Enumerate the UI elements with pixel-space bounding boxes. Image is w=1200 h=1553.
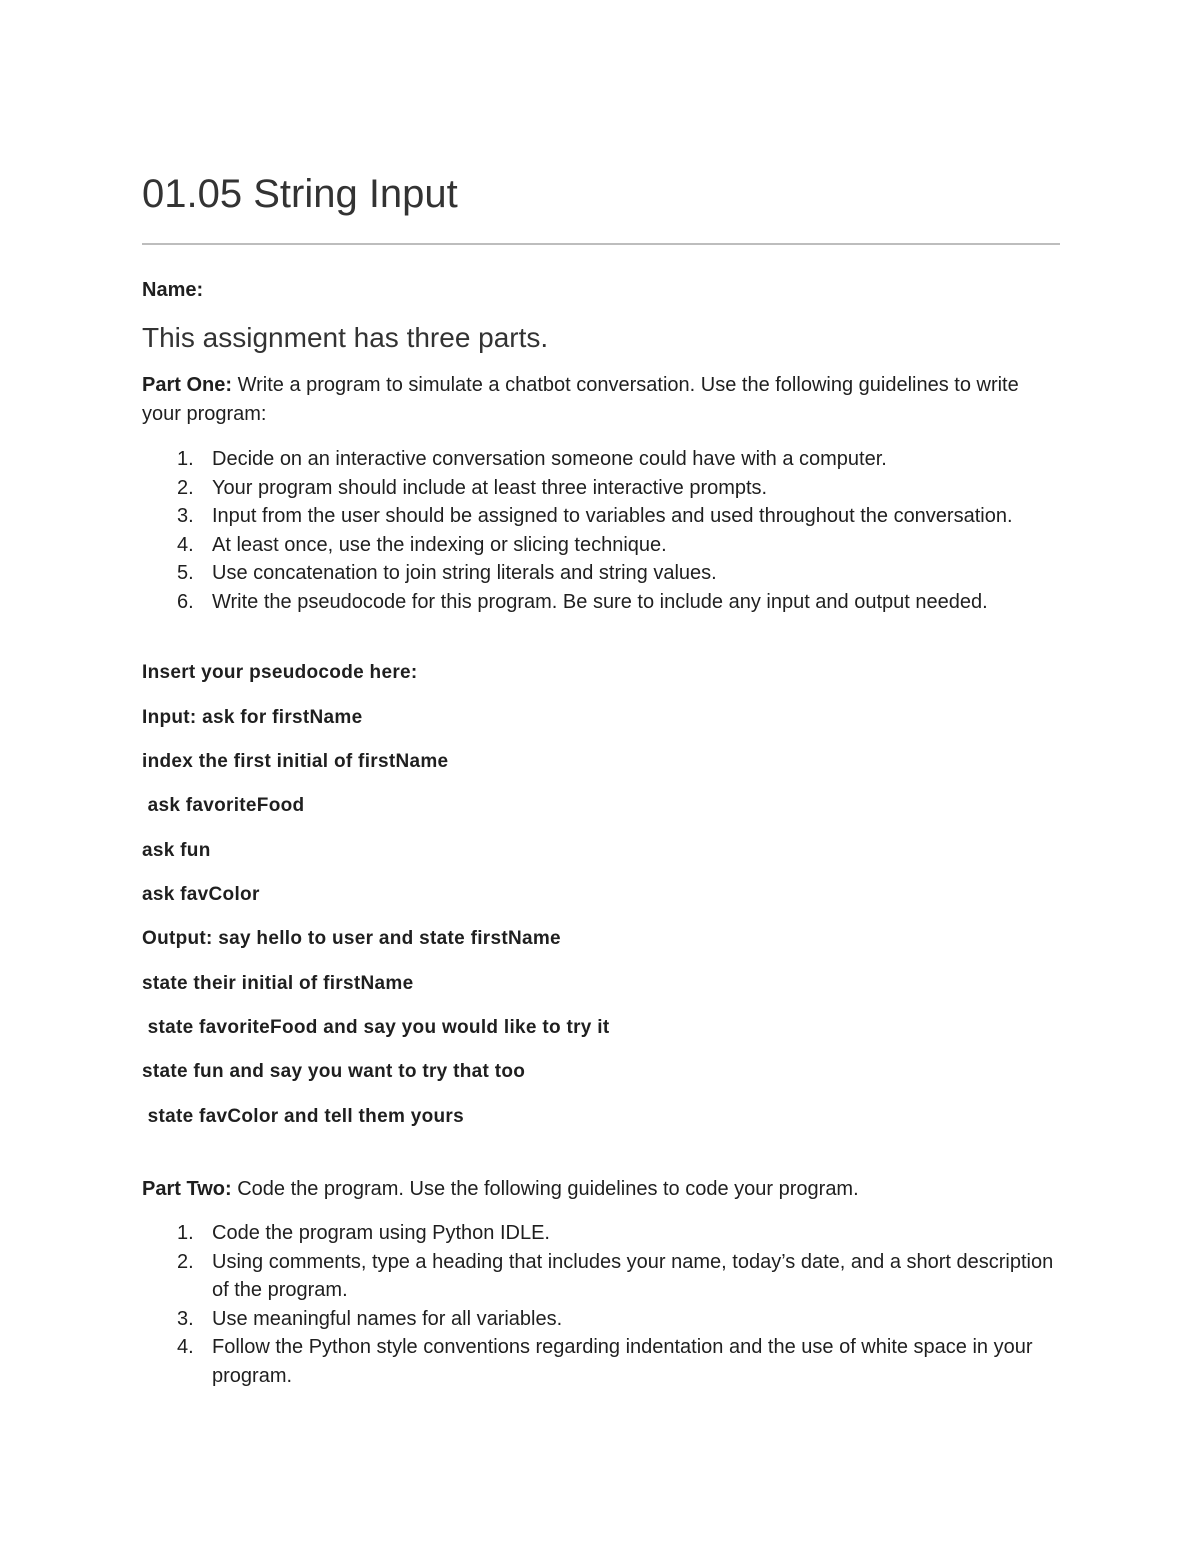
pseudocode-line: state their initial of firstName	[142, 973, 414, 994]
part-two-list	[142, 1219, 1060, 1390]
list-item-number: 1.	[177, 448, 194, 470]
part-two-text: Code the program. Use the following guidelines to code your program.	[231, 1178, 859, 1200]
list-item-number: 3.	[177, 505, 194, 527]
list-item	[142, 1219, 1060, 1248]
list-item-text: Decide on an interactive conversation someone could have with a computer.	[212, 448, 887, 470]
list-item-number: 2.	[177, 1250, 194, 1273]
list-item-number: 3.	[177, 1307, 194, 1330]
list-item-number: 4.	[177, 1336, 194, 1358]
list-item	[142, 474, 1060, 503]
list-item	[142, 445, 1060, 474]
name-label: Name:	[142, 279, 204, 301]
part-one-label: Part One:	[142, 374, 233, 396]
document-title: 01.05 String Input	[142, 172, 458, 216]
list-item-text: At least once, use the indexing or slicing technique.	[212, 533, 667, 556]
list-item-text: Using comments, type a heading that includes your name, today’s date, and a short description of the program.	[212, 1250, 1054, 1301]
list-item-number: 2.	[177, 476, 194, 499]
list-item	[142, 559, 1060, 588]
pseudocode-line: state favoriteFood and say you would like to try it	[142, 1017, 610, 1038]
list-item-text: Follow the Python style conventions regarding indentation and the use of white space in your program.	[212, 1336, 1033, 1387]
pseudocode-heading: Insert your pseudocode here:	[142, 662, 418, 683]
pseudocode-line: state fun and say you want to try that too	[142, 1061, 526, 1082]
pseudocode-line: index the first initial of firstName	[142, 751, 449, 772]
list-item	[142, 1305, 1060, 1334]
list-item-text: Your program should include at least three interactive prompts.	[212, 476, 768, 499]
part-two-label: Part Two:	[142, 1178, 232, 1200]
pseudocode-line: Input: ask for firstName	[142, 707, 363, 728]
list-item-number: 6.	[177, 590, 194, 613]
assignment-subtitle: This assignment has three parts.	[142, 322, 549, 353]
pseudocode-line: ask favoriteFood	[142, 795, 305, 816]
part-one-paragraph	[142, 371, 1060, 429]
part-one-text: Write a program to simulate a chatbot conversation. Use the following guidelines to write your program:	[142, 374, 1019, 425]
list-item-text: Code the program using Python IDLE.	[212, 1222, 550, 1244]
list-item	[142, 1333, 1060, 1390]
list-item	[142, 502, 1060, 531]
list-item-text: Write the pseudocode for this program. Be sure to include any input and output needed.	[212, 590, 988, 613]
pseudocode-line: ask favColor	[142, 884, 260, 905]
list-item-number: 1.	[177, 1222, 194, 1244]
part-one-list	[142, 445, 1060, 616]
list-item-number: 4.	[177, 533, 194, 556]
pseudocode-line: Output: say hello to user and state firstName	[142, 928, 561, 949]
list-item-text: Use concatenation to join string literals and string values.	[212, 562, 717, 584]
list-item	[142, 588, 1060, 617]
pseudocode-line: state favColor and tell them yours	[142, 1106, 464, 1127]
pseudocode-line: ask fun	[142, 840, 211, 861]
list-item-text: Input from the user should be assigned to variables and used throughout the conversation.	[212, 505, 1013, 527]
list-item-number: 5.	[177, 562, 194, 584]
part-two-paragraph	[142, 1175, 1060, 1204]
title-divider	[142, 243, 1060, 245]
list-item-text: Use meaningful names for all variables.	[212, 1307, 563, 1330]
list-item	[142, 531, 1060, 560]
list-item	[142, 1248, 1060, 1305]
